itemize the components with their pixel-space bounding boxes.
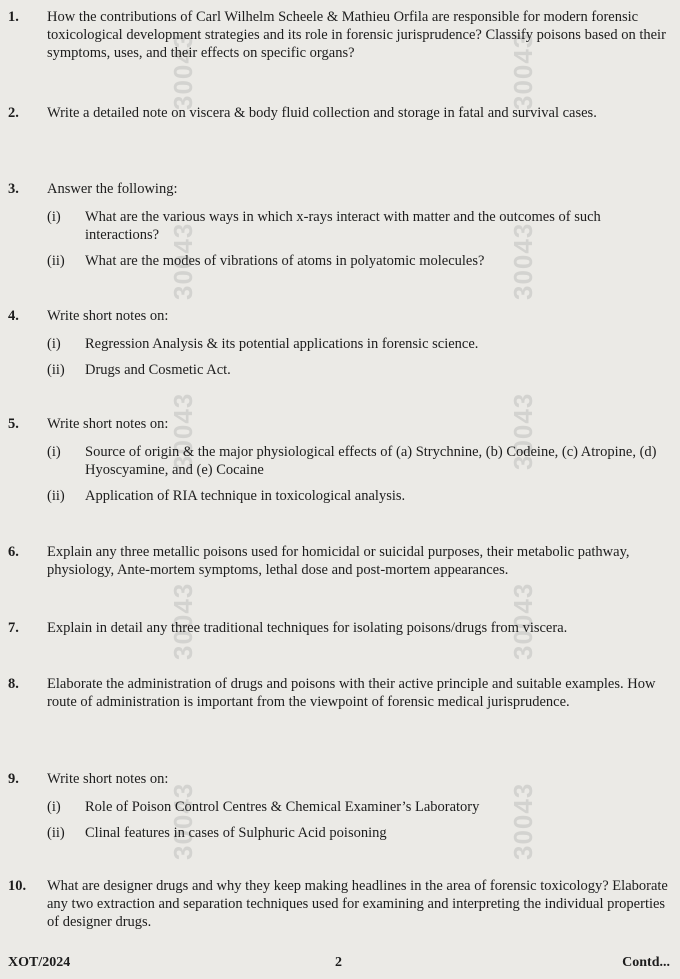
sub-number: (ii) (47, 488, 65, 504)
question-number: 10. (8, 878, 27, 894)
question-number: 9. (8, 771, 19, 787)
sub-text: Application of RIA technique in toxicological analysis. (85, 488, 406, 504)
watermark: 30043 (508, 222, 538, 300)
question-9 (8, 770, 676, 842)
question-number: 7. (8, 620, 19, 636)
question-number: 5. (8, 416, 19, 432)
question-text: What are designer drugs and why they keep making headlines in the area of forensic toxicology? Elaborate any two extraction and separation techniques used for examining and interpreting the individual properties of designer drugs. (47, 878, 668, 930)
sub-number: (i) (47, 336, 61, 352)
watermark: 30043 (168, 222, 198, 300)
sub-number: (i) (47, 444, 61, 460)
watermark: 30043 (508, 32, 538, 110)
sub-text: What are the modes of vibrations of atoms in polyatomic molecules? (85, 253, 485, 269)
question-2 (8, 104, 676, 122)
question-1 (8, 8, 676, 62)
sub-question (47, 487, 676, 505)
sub-text: Source of origin & the major physiological effects of (a) Strychnine, (b) Codeine, (c) Atropine, (d) Hyoscyamine, and (e) Cocaine (85, 444, 657, 478)
sub-number: (ii) (47, 825, 65, 841)
sub-number: (i) (47, 799, 61, 815)
sub-text: Drugs and Cosmetic Act. (85, 362, 231, 378)
watermark: 30043 (508, 782, 538, 860)
sub-question (47, 252, 676, 270)
question-6 (8, 543, 676, 579)
question-text: Elaborate the administration of drugs and poisons with their active principle and suitable examples. How route of administration is important from the viewpoint of forensic medical jurisprudence. (47, 676, 656, 710)
sub-text: Clinal features in cases of Sulphuric Acid poisoning (85, 825, 387, 841)
question-text: Explain any three metallic poisons used for homicidal or suicidal purposes, their metabolic pathway, physiology, Ante-mortem symptoms, lethal dose and post-mortem appearances. (47, 544, 630, 578)
watermark: 30043 (508, 392, 538, 470)
question-4 (8, 307, 676, 379)
question-text: Explain in detail any three traditional techniques for isolating poisons/drugs from viscera. (47, 620, 568, 636)
question-text: Write short notes on: (47, 308, 169, 324)
question-text: How the contributions of Carl Wilhelm Scheele & Mathieu Orfila are responsible for modern forensic toxicological development strategies and its role in forensic jurisprudence? Classify poisons based on their symptoms, uses, and their effects on specific organs? (47, 9, 666, 61)
watermark: 30043 (168, 32, 198, 110)
question-number: 6. (8, 544, 19, 560)
sub-number: (ii) (47, 362, 65, 378)
question-8 (8, 675, 676, 711)
watermark: 30043 (168, 392, 198, 470)
watermark: 30043 (168, 782, 198, 860)
sub-question (47, 824, 676, 842)
question-number: 1. (8, 9, 19, 25)
question-text: Write short notes on: (47, 416, 169, 432)
question-text: Answer the following: (47, 181, 178, 197)
question-3 (8, 180, 676, 270)
question-7 (8, 619, 676, 637)
question-text: Write short notes on: (47, 771, 169, 787)
sub-question (47, 335, 676, 353)
sub-question (47, 798, 676, 816)
sub-text: Role of Poison Control Centres & Chemical Examiner’s Laboratory (85, 799, 480, 815)
question-number: 4. (8, 308, 19, 324)
sub-question (47, 361, 676, 379)
question-10 (8, 877, 676, 931)
paper-code: XOT/2024 (8, 955, 71, 970)
watermark: 30043 (168, 582, 198, 660)
question-number: 2. (8, 105, 19, 121)
question-number: 3. (8, 181, 19, 197)
question-text: Write a detailed note on viscera & body fluid collection and storage in fatal and survival cases. (47, 105, 597, 121)
page-number: 2 (335, 955, 342, 970)
sub-text: Regression Analysis & its potential applications in forensic science. (85, 336, 479, 352)
sub-number: (ii) (47, 253, 65, 269)
sub-number: (i) (47, 209, 61, 225)
sub-question (47, 443, 676, 479)
watermark: 30043 (508, 582, 538, 660)
sub-text: What are the various ways in which x-rays interact with matter and the outcomes of such interactions? (85, 209, 601, 243)
sub-question (47, 208, 676, 244)
question-number: 8. (8, 676, 19, 692)
continued-label: Contd... (622, 955, 670, 970)
question-5 (8, 415, 676, 505)
